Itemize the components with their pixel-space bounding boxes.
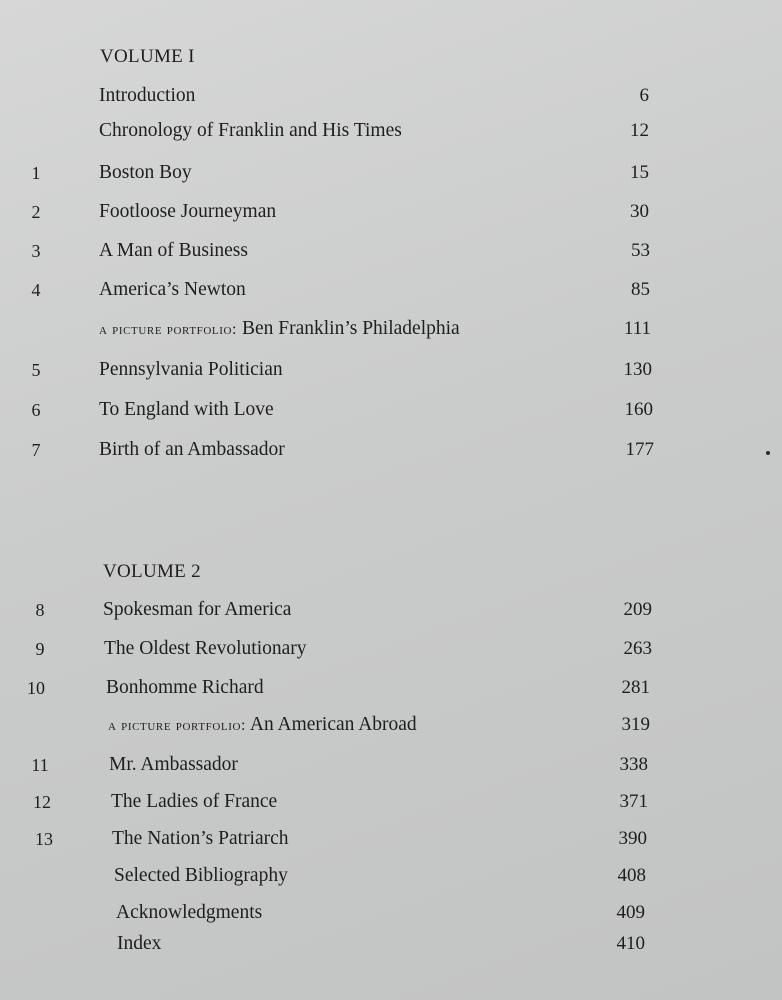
page-number: 15 [630,162,649,183]
entry-title: Spokesman for America [103,599,292,620]
page-number: 53 [631,240,650,261]
entry-title: Mr. Ambassador [109,754,238,775]
chapter-number: 1 [31,163,41,183]
page-number: 12 [630,120,649,141]
toc-entry [0,826,782,852]
page-number: 408 [617,865,646,886]
chapter-number: 12 [33,792,51,812]
entry-title: America’s Newton [99,279,246,300]
page-number: 410 [616,933,645,954]
entry-title: Ben Franklin’s Philadelphia [241,318,460,339]
entry-title: Footloose Journeyman [99,201,277,222]
entry-title-wrap [116,900,262,926]
chapter-number: 13 [35,829,53,849]
entry-title: A Man of Business [99,240,248,261]
entry-title-wrap [111,789,277,815]
chapter-number: 6 [31,400,41,420]
page-number: 111 [623,318,651,339]
page-number: 371 [619,791,648,812]
chapter-number: 11 [31,755,49,775]
page-number: 160 [624,399,653,420]
toc-entry [0,789,782,815]
page-number: 281 [621,677,650,698]
entry-title-wrap [99,199,276,225]
toc-entry [0,597,782,623]
entry-title-wrap [99,160,192,186]
chapter-number: 9 [35,639,45,659]
entry-title: Introduction [99,85,196,106]
entry-title: Selected Bibliography [114,865,288,886]
chapter-number: 2 [31,202,41,222]
entry-title: The Ladies of France [111,791,278,812]
portfolio-label: a picture portfolio: [108,717,247,734]
toc-entry [0,712,782,738]
toc-entry [0,199,782,225]
entry-title-wrap [99,357,283,383]
entry-title-wrap [99,437,285,463]
entry-title: The Oldest Revolutionary [104,638,307,659]
entry-title: To England with Love [99,399,274,420]
toc-entry [0,931,782,957]
entry-title: The Nation’s Patriarch [112,828,289,849]
chapter-number: 8 [35,600,45,620]
page-number: 390 [618,828,647,849]
entry-title-wrap [112,826,289,852]
entry-title-wrap [103,597,291,623]
toc-entry [0,752,782,778]
chapter-number: 3 [31,241,41,261]
entry-title-wrap [99,118,402,144]
entry-title: Acknowledgments [116,902,263,923]
entry-title: Pennsylvania Politician [99,359,283,380]
entry-title-wrap [99,238,248,264]
entry-title-wrap [108,712,417,739]
chapter-number: 7 [31,440,41,460]
page-number: 319 [621,714,650,735]
page-number: 209 [623,599,652,620]
entry-title-wrap [104,636,307,662]
entry-title-wrap [99,316,460,343]
toc-entry [0,83,782,109]
page-number: 409 [616,902,645,923]
portfolio-label: a picture portfolio: [99,321,238,338]
entry-title-wrap [99,397,274,423]
volume-heading: VOLUME 2 [103,561,201,582]
toc-entry [0,238,782,264]
chapter-number: 10 [27,678,45,698]
toc-entry [0,863,782,889]
entry-title: Index [117,933,162,954]
page-number: 263 [623,638,652,659]
entry-title: Boston Boy [99,162,192,183]
toc-entry [0,397,782,423]
chapter-number: 4 [31,280,41,300]
entry-title-wrap [117,931,161,957]
volume-heading: VOLUME I [100,46,195,67]
entry-title-wrap [114,863,288,889]
toc-entry [0,900,782,926]
entry-title-wrap [106,675,264,701]
entry-title: Chronology of Franklin and His Times [99,120,402,141]
toc-entry [0,277,782,303]
toc-entry [0,357,782,383]
page-number: 338 [619,754,648,775]
page-number: 30 [630,201,649,222]
stray-dot [766,451,770,455]
toc-entry [0,437,782,463]
toc-entry [0,675,782,701]
toc-entry [0,118,782,144]
entry-title-wrap [109,752,238,778]
entry-title: Bonhomme Richard [106,677,264,698]
page-number: 177 [625,439,654,460]
chapter-number: 5 [31,360,41,380]
toc-entry [0,636,782,662]
entry-title: Birth of an Ambassador [99,439,285,460]
page-number: 130 [623,359,652,380]
entry-title-wrap [99,277,246,303]
toc-entry [0,316,782,342]
entry-title-wrap [99,83,195,109]
page-number: 85 [631,279,650,300]
page-number: 6 [639,85,649,106]
toc-entry [0,160,782,186]
entry-title: An American Abroad [249,714,417,735]
